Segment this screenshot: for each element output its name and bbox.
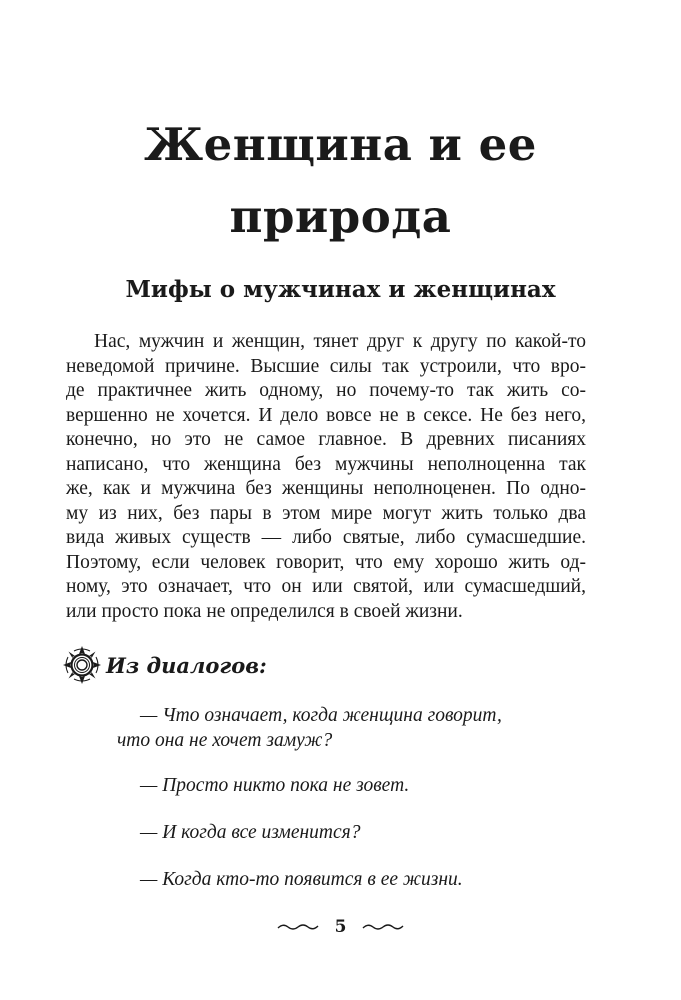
dialog-replica: — Просто никто пока не зовет.	[140, 775, 410, 796]
dialog-header-label: Из диалогов:	[106, 652, 267, 678]
paragraph-line: ному, это означает, что он или святой, или сумасшедший,	[66, 576, 586, 597]
tilde-wave-icon	[277, 920, 319, 934]
paragraph-line: же, как и мужчина без женщины неполноценен. По одно-	[66, 478, 586, 499]
body-paragraph	[66, 330, 586, 624]
dialog-replica: что она не хочет замуж?	[117, 730, 333, 751]
dialog-replica: — И когда все изменится?	[140, 822, 361, 843]
paragraph-line: му из них, без пары в этом мире могут жить только два	[66, 502, 586, 524]
dialog-replica: — Что означает, когда женщина говорит,	[140, 705, 502, 726]
dialog-header	[62, 645, 267, 685]
lotus-ornament-icon	[62, 645, 102, 685]
paragraph-line: Поэтому, если человек говорит, что ему хорошо жить од-	[66, 551, 586, 573]
page-number: 5	[334, 917, 347, 937]
paragraph-line: написано, что женщина без мужчины неполноценна так	[66, 453, 586, 475]
paragraph-line: де практичнее жить одному, но почему-то так жить со-	[66, 380, 586, 401]
paragraph-line: или просто пока не определился в своей жизни.	[66, 600, 463, 622]
paragraph-line: Нас, мужчин и женщин, тянет друг к другу по какой-то	[94, 331, 586, 352]
paragraph-line: вида живых существ — либо святые, либо сумасшедшие.	[66, 527, 586, 548]
tilde-wave-icon	[362, 920, 404, 934]
paragraph-line: конечно, но это не самое главное. В древних писаниях	[66, 429, 586, 450]
page-footer	[0, 915, 681, 939]
chapter-title-line-1: Женщина и ее	[144, 118, 537, 171]
paragraph-line: вершенно не хочется. И дело вовсе не в сексе. Не без него,	[66, 404, 586, 426]
chapter-title-line-2: природа	[229, 190, 452, 243]
dialog-replica: — Когда кто-то появится в ее жизни.	[140, 869, 463, 890]
section-title: Мифы о мужчинах и женщинах	[125, 276, 556, 303]
paragraph-line: неведомой причине. Высшие силы так устроили, что вро-	[66, 355, 586, 377]
